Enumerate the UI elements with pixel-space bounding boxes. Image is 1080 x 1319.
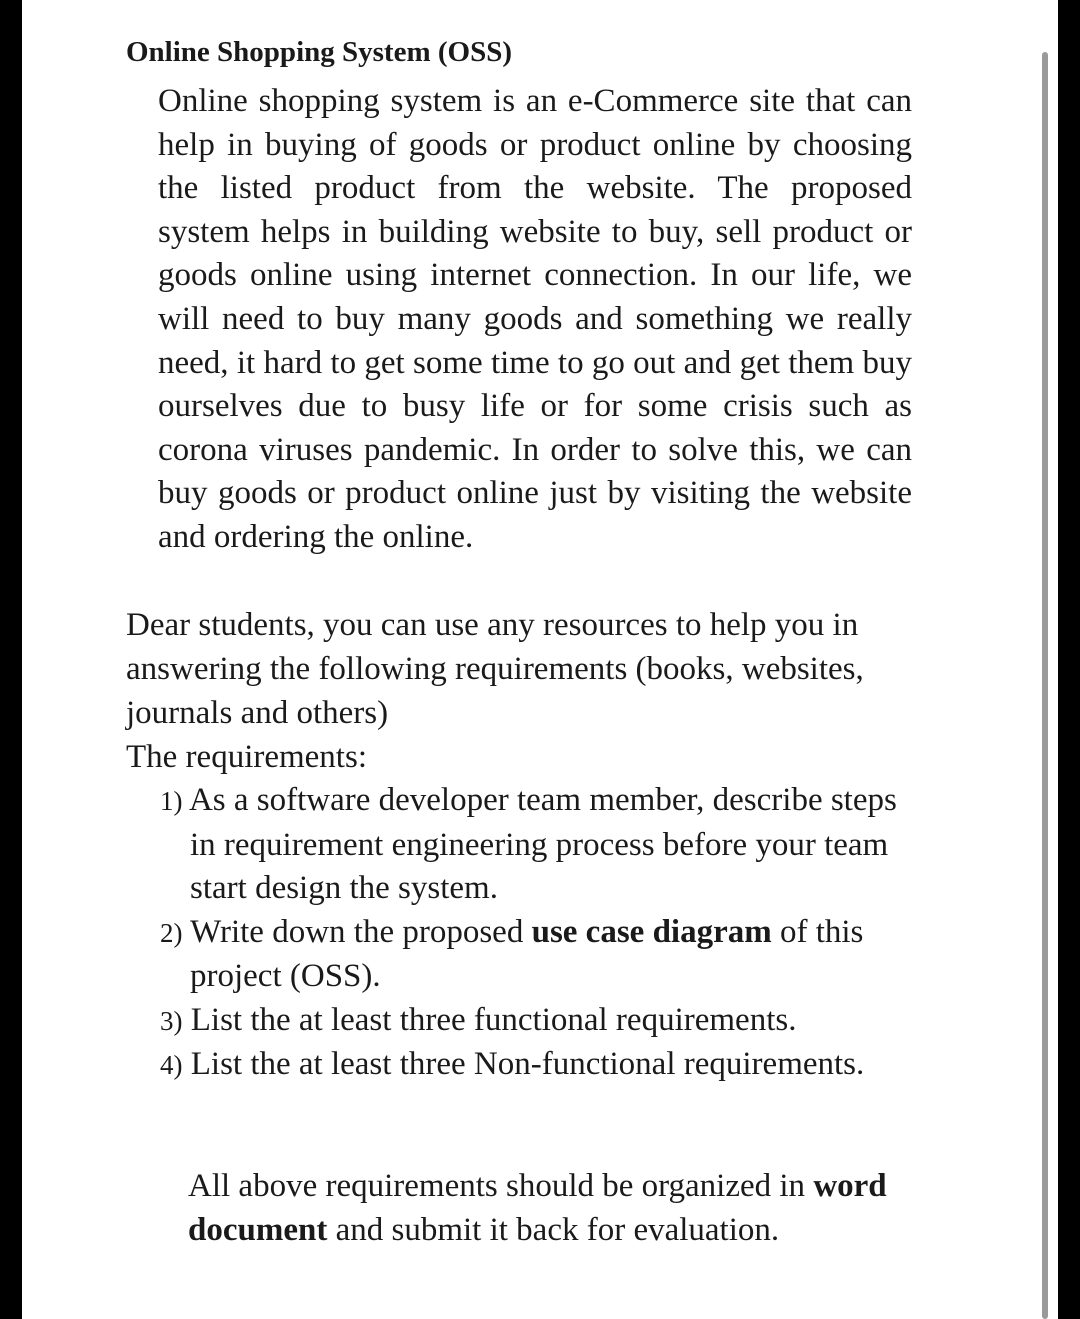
requirement-number: 4): [160, 1050, 183, 1080]
closing-text: All above requirements should be organized in: [188, 1168, 806, 1204]
closing-emphasis: word document: [188, 1168, 887, 1248]
requirement-text: Write down the proposed: [190, 913, 524, 950]
system-description: Online shopping system is an e-Commerce site that can help in buying of goods or product online by choosing the listed product from the website. The proposed system helps in building website to buy, sell product or goods online using internet connection. In our life, we will need to buy many goods and something we really need, it hard to get some time to go out and get them buy ourselves due to busy life or for some crisis such as corona viruses pandemic. In order to solve this, we can buy goods or product online just by visiting the website and ordering the online.: [158, 83, 912, 555]
requirements-list: [160, 779, 920, 1088]
requirements-heading: The requirements:: [126, 739, 367, 775]
closing-note: [188, 1164, 918, 1252]
requirement-emphasis: use case diagram: [531, 913, 772, 950]
requirement-item-2: [160, 911, 920, 999]
requirement-text: List the at least three functional requirements.: [190, 1001, 797, 1038]
requirement-item-1: [160, 779, 920, 911]
requirement-text: As a software developer team member, describe steps in requirement engineering process before your team start design the system.: [188, 782, 897, 906]
requirement-number: 2): [160, 917, 183, 948]
requirement-number: 3): [160, 1005, 183, 1036]
instructions-paragraph: Dear students, you can use any resources to help you in answering the following requirements (books, websites, journals and others): [126, 607, 864, 731]
requirement-item-3: [160, 999, 920, 1044]
requirement-number: 1): [160, 786, 183, 816]
vertical-scrollbar[interactable]: [1042, 52, 1048, 1319]
requirement-text: of this project (OSS).: [190, 913, 864, 994]
requirement-text: List the at least three Non-functional requirements.: [190, 1046, 865, 1082]
document-title: Online Shopping System (OSS): [126, 36, 512, 68]
closing-text: and submit it back for evaluation.: [335, 1212, 780, 1248]
requirement-item-4: [160, 1043, 920, 1088]
